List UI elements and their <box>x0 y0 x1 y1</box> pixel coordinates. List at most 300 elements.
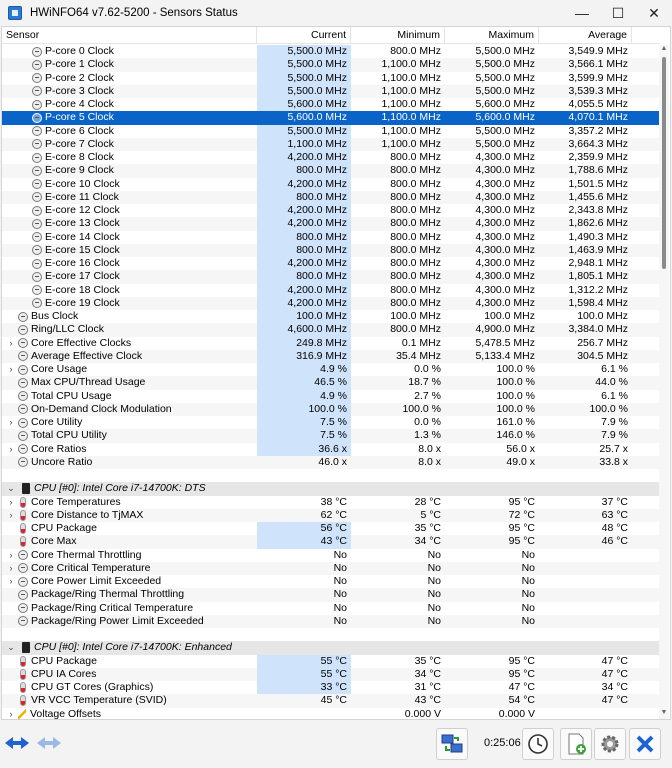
sensor-name-cell <box>2 681 257 694</box>
minimum-value: 1,100.0 MHz <box>381 124 441 137</box>
sensor-row[interactable] <box>2 363 660 376</box>
average-value <box>539 549 632 562</box>
maximum-value: 4,300.0 MHz <box>475 243 535 256</box>
average-value: 7.9 % <box>601 416 628 428</box>
sensor-row[interactable] <box>2 191 660 204</box>
switch-sensors-disabled-button[interactable] <box>36 734 62 752</box>
column-header-sensor[interactable]: Sensor <box>2 27 257 44</box>
current-value: No <box>333 614 347 627</box>
sensor-row[interactable] <box>2 602 660 615</box>
minimum-value: 1,100.0 MHz <box>381 84 441 97</box>
sensor-row[interactable] <box>2 655 660 668</box>
sensor-row[interactable] <box>2 217 660 230</box>
sensor-row[interactable] <box>2 111 660 124</box>
scroll-up-icon[interactable]: ▲ <box>660 45 668 52</box>
maximum-value: 4,300.0 MHz <box>475 230 535 243</box>
sensor-label: P-core 3 Clock <box>45 84 114 97</box>
sensor-name-cell <box>2 111 257 124</box>
sensor-label: On-Demand Clock Modulation <box>31 402 172 415</box>
expand-chevron-icon[interactable]: › <box>9 549 13 560</box>
current-value: 38 °C <box>320 495 347 508</box>
sensor-label: CPU GT Cores (Graphics) <box>31 681 154 693</box>
sensor-name-cell <box>2 257 257 270</box>
maximum-value: 161.0 % <box>496 416 535 428</box>
current-value: 46.5 % <box>257 376 351 389</box>
sensor-name-cell <box>2 562 257 575</box>
minimum-value: 800.0 MHz <box>390 190 441 203</box>
close-window-button[interactable]: ✕ <box>648 4 660 21</box>
sensor-label: E-core 17 Clock <box>45 270 120 283</box>
minimum-value: 5 °C <box>420 508 441 521</box>
window-title: HWiNFO64 v7.62-5200 - Sensors Status <box>30 7 238 19</box>
expand-chevron-icon[interactable]: › <box>9 364 13 374</box>
sensor-row[interactable] <box>2 270 660 283</box>
sensor-row[interactable] <box>2 708 660 721</box>
sensor-name-cell <box>2 403 257 416</box>
average-value: 3,539.3 MHz <box>568 84 628 97</box>
average-value: 3,357.2 MHz <box>568 124 628 137</box>
maximum-value: 5,500.0 MHz <box>475 124 535 137</box>
maximum-value: No <box>521 601 535 614</box>
column-header-average[interactable]: Average <box>539 27 632 44</box>
spacer-row <box>2 628 660 641</box>
current-value: 43 °C <box>257 535 351 548</box>
sensor-row[interactable] <box>2 456 660 469</box>
sensor-label: CPU Package <box>31 522 97 534</box>
current-value: 4,200.0 MHz <box>257 178 351 191</box>
sensor-row[interactable] <box>2 390 660 403</box>
current-value: 800.0 MHz <box>257 270 351 283</box>
average-value: 1,463.9 MHz <box>568 243 628 256</box>
average-value: 4,055.5 MHz <box>568 98 628 110</box>
current-value: 5,500.0 MHz <box>257 72 351 85</box>
current-value: 4,200.0 MHz <box>257 284 351 297</box>
sensor-label: Core Power Limit Exceeded <box>31 575 162 587</box>
sensor-label: Voltage Offsets <box>30 707 102 720</box>
current-value: 7.5 % <box>257 429 351 442</box>
sensor-group-header[interactable] <box>2 482 660 495</box>
minimum-value: 31 °C <box>414 681 441 693</box>
column-header-minimum[interactable]: Minimum <box>351 27 445 44</box>
cpu-chip-icon <box>22 483 30 494</box>
scrollbar-thumb[interactable] <box>662 57 666 269</box>
maximum-value: 47 °C <box>508 681 535 693</box>
maximum-value: No <box>521 575 535 587</box>
current-value: 800.0 MHz <box>257 231 351 244</box>
maximum-value: 56.0 x <box>506 442 535 455</box>
minimum-value: 35 °C <box>414 522 441 534</box>
maximum-value: 5,133.4 MHz <box>475 349 535 362</box>
expand-chevron-icon[interactable]: › <box>9 562 13 573</box>
thermometer-icon <box>20 669 26 680</box>
current-value: 316.9 MHz <box>257 350 351 363</box>
sensor-row[interactable] <box>2 178 660 191</box>
average-value <box>539 588 632 601</box>
sensor-row[interactable] <box>2 668 660 681</box>
sensor-row[interactable] <box>2 615 660 628</box>
sensor-row[interactable] <box>2 72 660 85</box>
maximum-value: 100.0 % <box>496 376 535 389</box>
sensor-name-cell <box>2 58 257 71</box>
sensor-row[interactable] <box>2 588 660 601</box>
sensor-row[interactable] <box>2 575 660 588</box>
thermometer-icon <box>20 536 26 547</box>
sensor-dial-icon <box>32 259 42 269</box>
sensor-name-cell <box>2 456 257 469</box>
maximum-value: 5,500.0 MHz <box>475 71 535 84</box>
sensor-name-cell <box>2 244 257 257</box>
sensor-group-header[interactable] <box>2 641 660 654</box>
sensor-row[interactable] <box>2 549 660 562</box>
maximum-value: No <box>521 614 535 627</box>
sensor-row[interactable] <box>2 164 660 177</box>
sensor-name-cell <box>2 138 257 151</box>
sensor-label: P-core 4 Clock <box>45 98 114 110</box>
maximum-value: 4,300.0 MHz <box>475 270 535 283</box>
sensor-row[interactable] <box>2 138 660 151</box>
sensor-dial-icon <box>18 338 28 348</box>
sensor-row[interactable] <box>2 204 660 217</box>
current-value: 800.0 MHz <box>257 191 351 204</box>
minimum-value: 35.4 MHz <box>396 349 441 362</box>
start-logging-button[interactable] <box>560 728 592 760</box>
thermometer-icon <box>20 656 26 667</box>
current-value: 33 °C <box>257 681 351 694</box>
sensor-label: Package/Ring Critical Temperature <box>31 601 194 614</box>
sensor-name-cell <box>2 549 257 562</box>
current-value: 45 °C <box>320 694 347 707</box>
sensor-label: Ring/LLC Clock <box>31 323 104 336</box>
thermometer-icon <box>20 695 26 706</box>
average-value: 37 °C <box>601 495 628 508</box>
current-value: 4.9 % <box>257 363 351 376</box>
sensor-label: P-core 6 Clock <box>45 124 114 137</box>
sensor-label: E-core 18 Clock <box>45 283 120 296</box>
app-icon <box>8 6 22 20</box>
sensor-row[interactable] <box>2 509 660 522</box>
column-header-current[interactable]: Current <box>257 27 351 44</box>
expand-chevron-icon[interactable]: › <box>9 443 13 454</box>
sensor-row[interactable] <box>2 376 660 389</box>
current-value: 4,200.0 MHz <box>257 297 351 310</box>
maximize-button[interactable]: ☐ <box>611 4 625 21</box>
current-value: 46.0 x <box>318 455 347 468</box>
close-sensors-button[interactable] <box>629 728 661 760</box>
clock-icon <box>526 732 550 756</box>
average-value: 3,384.0 MHz <box>568 323 628 336</box>
sensor-row[interactable] <box>2 694 660 707</box>
sensor-label: E-core 10 Clock <box>45 177 120 190</box>
current-value: 800.0 MHz <box>257 164 351 177</box>
add-log-file-icon <box>564 732 588 756</box>
sensor-dial-icon <box>18 444 28 454</box>
maximum-value: 72 °C <box>508 508 535 521</box>
sensor-row[interactable] <box>2 337 660 350</box>
maximum-value: No <box>521 548 535 561</box>
minimum-value: 18.7 % <box>408 376 441 389</box>
sensor-dial-icon <box>18 590 28 600</box>
sensor-name-cell <box>2 376 257 389</box>
minimum-value: 0.1 MHz <box>401 336 441 349</box>
sensor-row[interactable] <box>2 681 660 694</box>
sensor-name-cell <box>2 178 257 191</box>
sensor-row[interactable] <box>2 98 660 111</box>
average-value: 47 °C <box>601 694 628 707</box>
minimum-value: 43 °C <box>414 694 441 707</box>
sensor-name-cell <box>2 151 257 164</box>
maximum-value: 95 °C <box>508 535 535 548</box>
sensor-row[interactable] <box>2 350 660 363</box>
sensor-label: Package/Ring Power Limit Exceeded <box>31 614 204 627</box>
sensor-name-cell <box>2 350 257 363</box>
sensor-name-cell <box>2 191 257 204</box>
average-value: 4,070.1 MHz <box>568 111 628 124</box>
sensor-dial-icon <box>32 298 42 308</box>
sensor-dial-icon <box>18 577 28 587</box>
sensor-group-cell[interactable] <box>2 641 660 654</box>
maximum-value: 4,300.0 MHz <box>475 204 535 216</box>
maximum-value: 4,300.0 MHz <box>475 296 535 309</box>
minimum-value: 100.0 MHz <box>390 310 441 322</box>
sensor-row[interactable] <box>2 257 660 270</box>
sensor-dial-icon <box>32 153 42 163</box>
sensor-label: E-core 9 Clock <box>45 164 114 177</box>
current-value: 249.8 MHz <box>257 337 351 350</box>
expand-chevron-icon[interactable]: › <box>9 337 13 348</box>
sensor-label: P-core 7 Clock <box>45 137 114 150</box>
current-value: No <box>333 548 347 561</box>
sensor-label: CPU IA Cores <box>31 667 97 680</box>
sensor-label: Total CPU Utility <box>31 429 107 442</box>
current-value: 36.6 x <box>257 443 351 456</box>
minimum-value: 800.0 MHz <box>390 243 441 256</box>
sensor-name-cell <box>2 509 257 522</box>
sensor-name-cell <box>2 297 257 310</box>
vertical-scrollbar[interactable] <box>659 45 669 719</box>
sensor-label: E-core 14 Clock <box>45 230 120 243</box>
expand-chevron-icon[interactable]: › <box>9 708 13 719</box>
average-value <box>539 708 632 721</box>
settings-button[interactable] <box>594 728 626 760</box>
switch-sensors-left-right-button[interactable] <box>4 734 30 752</box>
current-value: 4,200.0 MHz <box>257 257 351 270</box>
average-value <box>539 615 632 628</box>
current-value: No <box>333 601 347 614</box>
sensor-row[interactable] <box>2 45 660 58</box>
sensor-dial-icon <box>18 404 28 414</box>
average-value: 1,455.6 MHz <box>568 190 628 203</box>
sensor-name-cell <box>2 443 257 456</box>
current-value <box>257 708 351 721</box>
minimum-value: 0.0 % <box>414 363 441 375</box>
current-value: 800.0 MHz <box>257 244 351 257</box>
sensor-name-cell <box>2 125 257 138</box>
network-sync-button[interactable] <box>436 728 468 760</box>
sensor-dial-icon <box>18 391 28 401</box>
sensor-dial-icon <box>18 351 28 361</box>
sensor-row[interactable] <box>2 443 660 456</box>
average-value: 100.0 % <box>589 402 628 415</box>
minimum-value: 800.0 MHz <box>390 45 441 57</box>
maximum-value: 100.0 % <box>496 363 535 375</box>
minimum-value: 800.0 MHz <box>390 204 441 216</box>
average-value: 1,598.4 MHz <box>568 296 628 309</box>
column-header-maximum[interactable]: Maximum <box>445 27 539 44</box>
current-value: 5,600.0 MHz <box>257 98 351 111</box>
sensor-name-cell <box>2 655 257 668</box>
sensor-row[interactable] <box>2 244 660 257</box>
sensor-row[interactable] <box>2 323 660 336</box>
average-value: 1,312.2 MHz <box>568 283 628 296</box>
sensor-row[interactable] <box>2 522 660 535</box>
sensor-row[interactable] <box>2 562 660 575</box>
minimum-value: 800.0 MHz <box>390 323 441 336</box>
current-value: 5,500.0 MHz <box>257 58 351 71</box>
minimum-value: 1,100.0 MHz <box>381 137 441 150</box>
average-value: 63 °C <box>601 508 628 521</box>
sensor-name-cell <box>2 164 257 177</box>
sensor-label: E-core 12 Clock <box>45 204 120 216</box>
collapse-chevron-icon[interactable]: ⌄ <box>7 642 15 653</box>
reset-timer-button[interactable] <box>522 728 554 760</box>
sensor-dial-icon <box>32 192 42 202</box>
maximum-value: 5,600.0 MHz <box>475 111 535 124</box>
sensor-name-cell <box>2 390 257 403</box>
sensor-row[interactable] <box>2 151 660 164</box>
sensor-dial-icon <box>18 325 28 335</box>
average-value: 3,549.9 MHz <box>568 45 628 57</box>
sensor-label: Average Effective Clock <box>31 349 143 362</box>
sensor-row[interactable] <box>2 85 660 98</box>
average-value: 1,501.5 MHz <box>568 177 628 190</box>
average-value <box>539 562 632 575</box>
minimum-value: 1.3 % <box>414 429 441 442</box>
sensor-dial-icon <box>32 166 42 176</box>
close-icon <box>633 732 657 756</box>
sensor-row[interactable] <box>2 310 660 323</box>
maximum-value: 100.0 % <box>496 389 535 402</box>
current-value: 1,100.0 MHz <box>257 138 351 151</box>
sensor-dial-icon <box>18 457 28 467</box>
maximum-value: 4,300.0 MHz <box>475 151 535 163</box>
average-value <box>539 602 632 615</box>
sensor-row[interactable] <box>2 416 660 429</box>
sensor-dial-icon <box>32 179 42 189</box>
sensor-name-cell <box>2 337 257 350</box>
sensor-name-cell <box>2 602 257 615</box>
minimum-value: 1,100.0 MHz <box>381 71 441 84</box>
average-value: 3,599.9 MHz <box>568 71 628 84</box>
sensor-dial-icon <box>32 232 42 242</box>
sensor-name-cell <box>2 575 257 588</box>
sensor-label: P-core 5 Clock <box>45 111 114 124</box>
expand-chevron-icon[interactable]: › <box>9 509 13 520</box>
minimum-value: No <box>427 588 441 601</box>
expand-chevron-icon[interactable]: › <box>9 576 13 586</box>
minimum-value: 800.0 MHz <box>390 257 441 269</box>
maximum-value: 95 °C <box>508 495 535 508</box>
minimum-value: 800.0 MHz <box>390 151 441 163</box>
sensor-row[interactable] <box>2 535 660 548</box>
sensor-label: Package/Ring Thermal Throttling <box>31 588 185 601</box>
sensor-row[interactable] <box>2 125 660 138</box>
sensor-label: Core Thermal Throttling <box>31 548 142 561</box>
sensor-label: Core Temperatures <box>31 495 121 508</box>
maximum-value: 95 °C <box>508 667 535 680</box>
sensor-name-cell <box>2 270 257 283</box>
sensor-label: CPU Package <box>31 654 97 667</box>
sensor-name-cell <box>2 416 257 429</box>
sensor-row[interactable] <box>2 284 660 297</box>
sensor-group-cell[interactable] <box>2 482 660 495</box>
sensor-dial-icon <box>32 100 42 110</box>
sensor-name-cell <box>2 708 257 721</box>
maximum-value: 4,900.0 MHz <box>475 323 535 336</box>
minimum-value: 0.0 % <box>414 416 441 428</box>
current-value: 4,200.0 MHz <box>257 217 351 230</box>
current-value: 4,200.0 MHz <box>257 151 351 164</box>
sensor-label: E-core 13 Clock <box>45 217 120 230</box>
average-value: 47 °C <box>601 667 628 680</box>
sensor-dial-icon <box>32 219 42 229</box>
average-value: 47 °C <box>601 654 628 667</box>
expand-chevron-icon[interactable]: › <box>9 417 13 427</box>
network-computers-icon <box>440 732 464 756</box>
maximum-value: 5,500.0 MHz <box>475 45 535 57</box>
current-value: 56 °C <box>257 522 351 535</box>
sensor-row[interactable] <box>2 429 660 442</box>
current-value: 4.9 % <box>257 390 351 403</box>
sensor-dial-icon <box>18 312 28 322</box>
sensor-row[interactable] <box>2 58 660 71</box>
current-value: No <box>333 588 347 601</box>
sensor-name-cell <box>2 535 257 548</box>
sensor-dial-icon <box>18 365 28 375</box>
sensor-name-cell <box>2 615 257 628</box>
sensor-rows <box>2 45 660 720</box>
elapsed-timer: 0:25:06 <box>484 737 521 749</box>
maximum-value: 49.0 x <box>506 455 535 468</box>
sensor-row[interactable] <box>2 496 660 509</box>
sensor-dial-icon <box>18 563 28 573</box>
maximum-value: 95 °C <box>508 654 535 667</box>
sensor-dial-icon <box>32 272 42 282</box>
sensor-dial-icon <box>18 603 28 613</box>
minimum-value: 1,100.0 MHz <box>381 111 441 124</box>
maximum-value: 5,600.0 MHz <box>475 98 535 110</box>
minimum-value: 34 °C <box>414 667 441 680</box>
sensor-row[interactable] <box>2 297 660 310</box>
gear-icon <box>598 732 622 756</box>
sensor-dial-icon <box>18 431 28 441</box>
sensor-label: Core Utility <box>31 416 83 428</box>
scroll-down-icon[interactable]: ▼ <box>660 709 668 716</box>
sensor-dial-icon <box>32 139 42 149</box>
expand-chevron-icon[interactable]: › <box>9 496 13 507</box>
sensor-label: Core Ratios <box>31 442 87 455</box>
maximum-value: 5,478.5 MHz <box>475 336 535 349</box>
collapse-chevron-icon[interactable]: ⌄ <box>7 483 15 494</box>
minimum-value: 800.0 MHz <box>390 177 441 190</box>
sensor-row[interactable] <box>2 403 660 416</box>
table-header <box>2 27 660 44</box>
sensor-name-cell <box>2 85 257 98</box>
minimum-value: 1,100.0 MHz <box>381 58 441 71</box>
current-value: 5,500.0 MHz <box>257 125 351 138</box>
average-value <box>539 575 632 588</box>
minimize-button[interactable]: — <box>575 5 589 21</box>
sensor-row[interactable] <box>2 231 660 244</box>
